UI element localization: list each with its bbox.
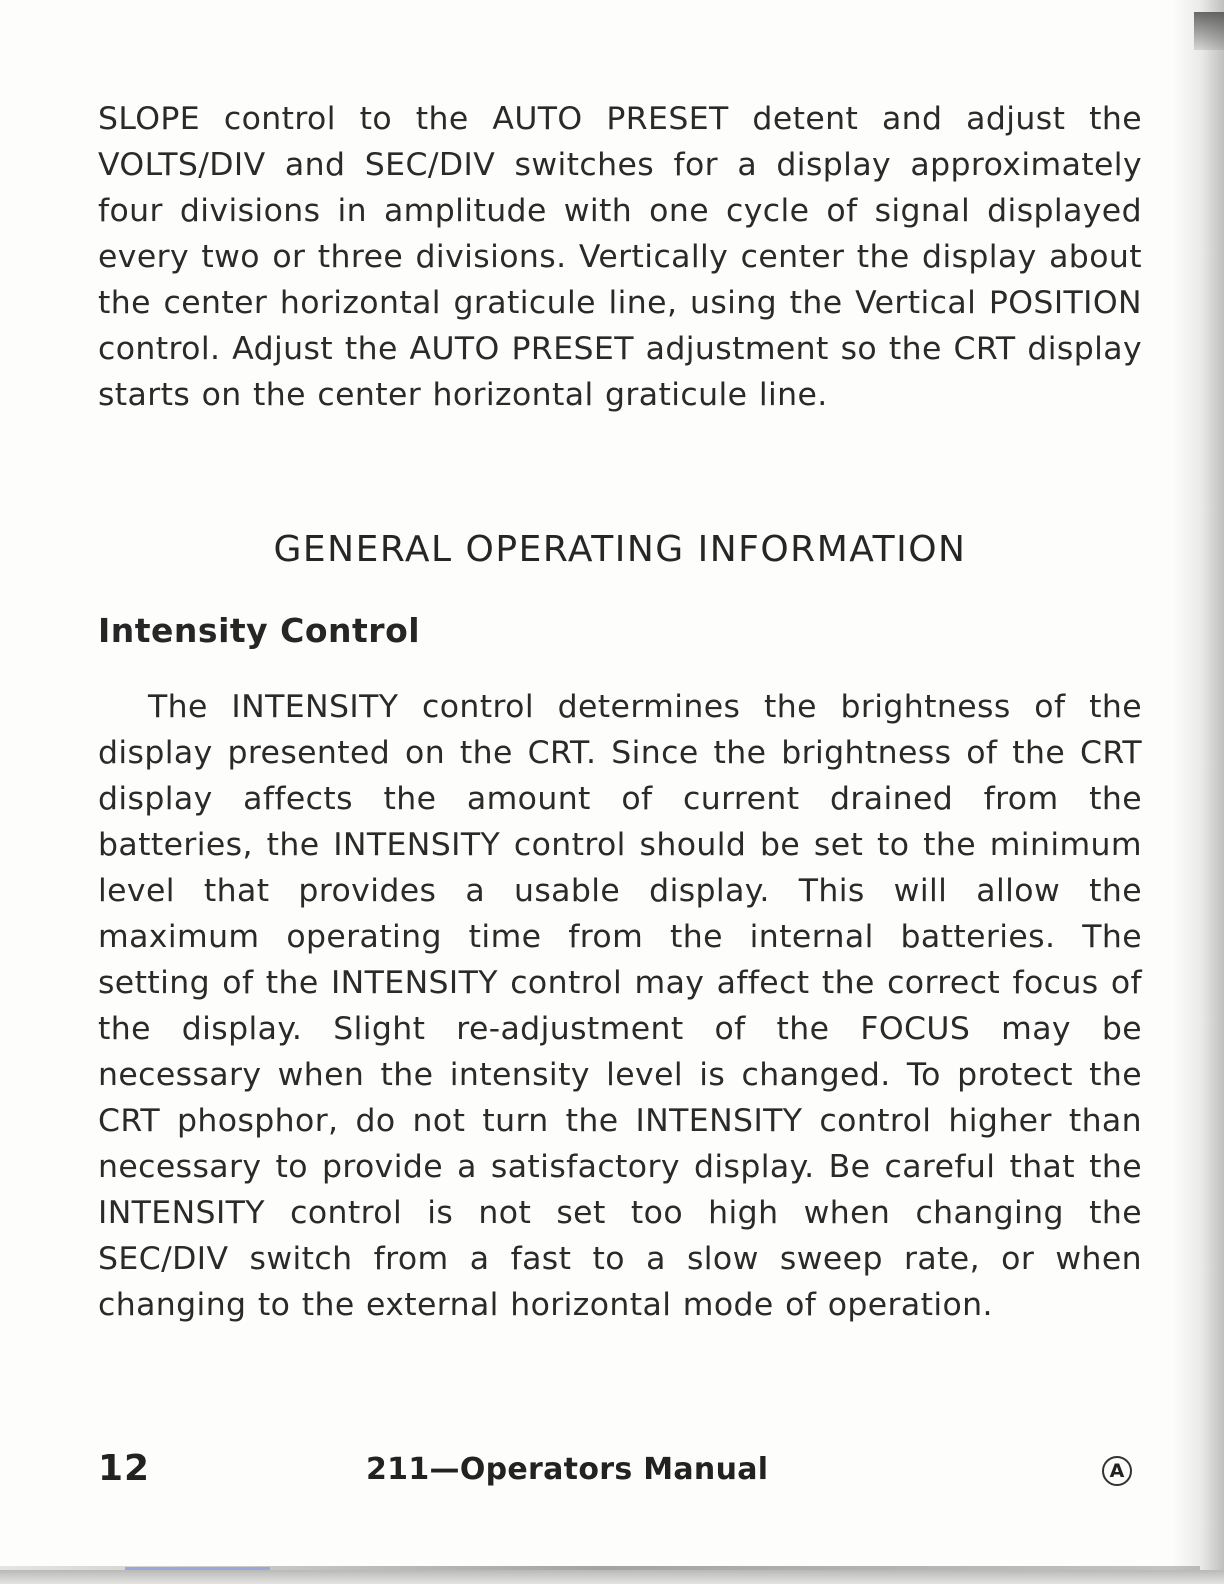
subsection-heading: Intensity Control [98, 611, 421, 650]
page-number: 12 [98, 1448, 151, 1489]
page-footer [98, 1448, 1142, 1496]
intro-paragraph: SLOPE control to the AUTO PRESET detent and adjust the VOLTS/DIV and SEC/DIV switches for a display approximately four divisions in amplitude with one cycle of signal displayed every two or three divisions. Vertically center the display about the center horizontal graticule line, using the Vertical POSITION control. Adjust the AUTO PRESET adjustment so the CRT display starts on the center horizontal graticule line. [98, 101, 1142, 413]
section-heading: GENERAL OPERATING INFORMATION [273, 529, 967, 570]
manual-title: 211—Operators Manual [366, 1452, 769, 1487]
page-edge-shadow [1172, 0, 1224, 1584]
page-content [98, 96, 1142, 1328]
page-bottom-shadow [0, 1570, 1224, 1584]
intensity-paragraph: The INTENSITY control determines the brightness of the display presented on the CRT. Since the brightness of the CRT display affects the amount of current drained from the batteries, the INTENSITY control should be set to the minimum level that provides a usable display. This will allow the maximum operating time from the internal batteries. The setting of the INTENSITY control may affect the correct focus of the display. Slight re-adjustment of the FOCUS may be necessary when the intensity level is changed. To protect the CRT phosphor, do not turn the INTENSITY control higher than necessary to provide a satisfactory display. Be careful that the INTENSITY control is not set too high when changing the SEC/DIV switch from a fast to a slow sweep rate, or when changing to the external horizontal mode of operation. [98, 689, 1142, 1323]
revision-mark: A [1102, 1456, 1132, 1486]
page-edge-top-shadow [1194, 12, 1224, 50]
